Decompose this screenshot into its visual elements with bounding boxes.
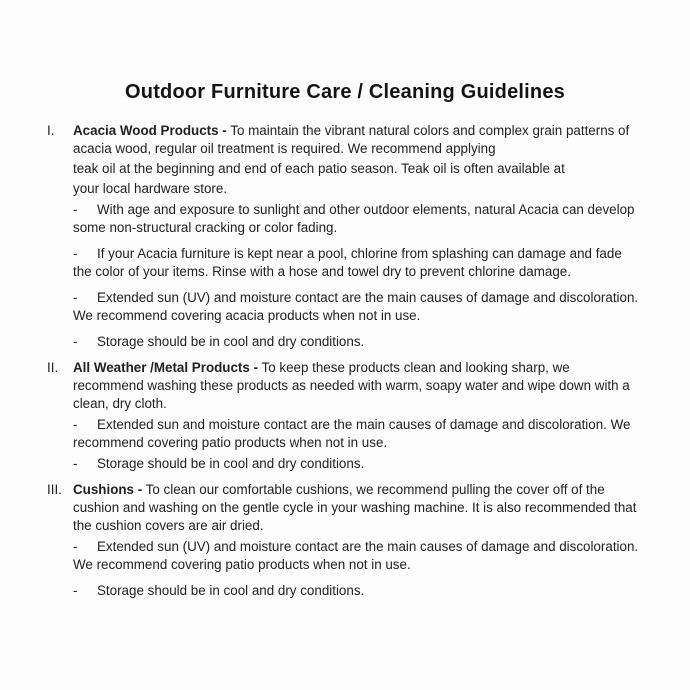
section-intro: To maintain the vibrant natural colors and complex grain patterns of acacia wood, regular oil treatment is required. We recommend applying xyxy=(73,123,630,156)
section-intro: To keep these products clean and looking sharp, we recommend washing these products as needed with warm, soapy water and wipe down with a clean, dry cloth. xyxy=(73,360,630,411)
section-cushions xyxy=(47,481,643,600)
dash-bullet-marker: - xyxy=(73,583,78,598)
bullet-text: Extended sun and moisture contact are the main causes of damage and discoloration. We recommend covering patio products when not in use. xyxy=(73,417,631,450)
bullet-text: If your Acacia furniture is kept near a pool, chlorine from splashing can damage and fade the color of your items. Rinse with a hose and towel dry to prevent chlorine damage. xyxy=(73,246,622,279)
bullet-text: Storage should be in cool and dry conditions. xyxy=(97,334,365,349)
bullet-text: Extended sun (UV) and moisture contact are the main causes of damage and discoloration. We recommend covering acacia products when not in use. xyxy=(73,290,639,323)
dash-bullet-marker: - xyxy=(73,202,78,217)
section-numeral: II. xyxy=(47,360,59,375)
document-title: Outdoor Furniture Care / Cleaning Guidelines xyxy=(125,81,565,103)
bullet-item xyxy=(73,289,643,325)
bullet-item xyxy=(73,582,643,600)
section-numeral: III. xyxy=(47,482,62,497)
section-heading xyxy=(47,359,643,413)
bullet-item xyxy=(73,201,643,237)
bullet-text: Storage should be in cool and dry conditions. xyxy=(97,456,365,471)
section-intro: To clean our comfortable cushions, we recommend pulling the cover off of the cushion and washing on the gentle cycle in your washing machine. It is also recommended that the cushion covers are air dried. xyxy=(73,482,637,533)
section-lead: All Weather /Metal Products - xyxy=(73,360,259,375)
dash-bullet-marker: - xyxy=(73,290,78,305)
dash-bullet-marker: - xyxy=(73,539,78,554)
bullet-text: Extended sun (UV) and moisture contact are the main causes of damage and discoloration. We recommend covering patio products when not in use. xyxy=(73,539,639,572)
section-all-weather-metal xyxy=(47,359,643,473)
section-heading xyxy=(47,122,643,158)
section-acacia-wood xyxy=(47,122,643,351)
bullet-item xyxy=(73,538,643,574)
bullet-item xyxy=(73,455,643,473)
section-numeral: I. xyxy=(47,123,55,138)
dash-bullet-marker: - xyxy=(73,246,78,261)
bullet-text: Storage should be in cool and dry conditions. xyxy=(97,583,365,598)
paragraph-line: teak oil at the beginning and end of each patio season. Teak oil is often available at xyxy=(73,161,565,176)
bullet-item xyxy=(73,416,643,452)
section-lead: Cushions - xyxy=(73,482,143,497)
document-body xyxy=(0,122,690,600)
bullet-item xyxy=(73,245,643,281)
dash-bullet-marker: - xyxy=(73,334,78,349)
paragraph-line: your local hardware store. xyxy=(73,181,228,196)
dash-bullet-marker: - xyxy=(73,456,78,471)
dash-bullet-marker: - xyxy=(73,417,78,432)
section-heading xyxy=(47,481,643,535)
bullet-text: With age and exposure to sunlight and other outdoor elements, natural Acacia can develop some non-structural cracking or color fading. xyxy=(73,202,635,235)
section-lead: Acacia Wood Products - xyxy=(73,123,227,138)
bullet-item xyxy=(73,333,643,351)
